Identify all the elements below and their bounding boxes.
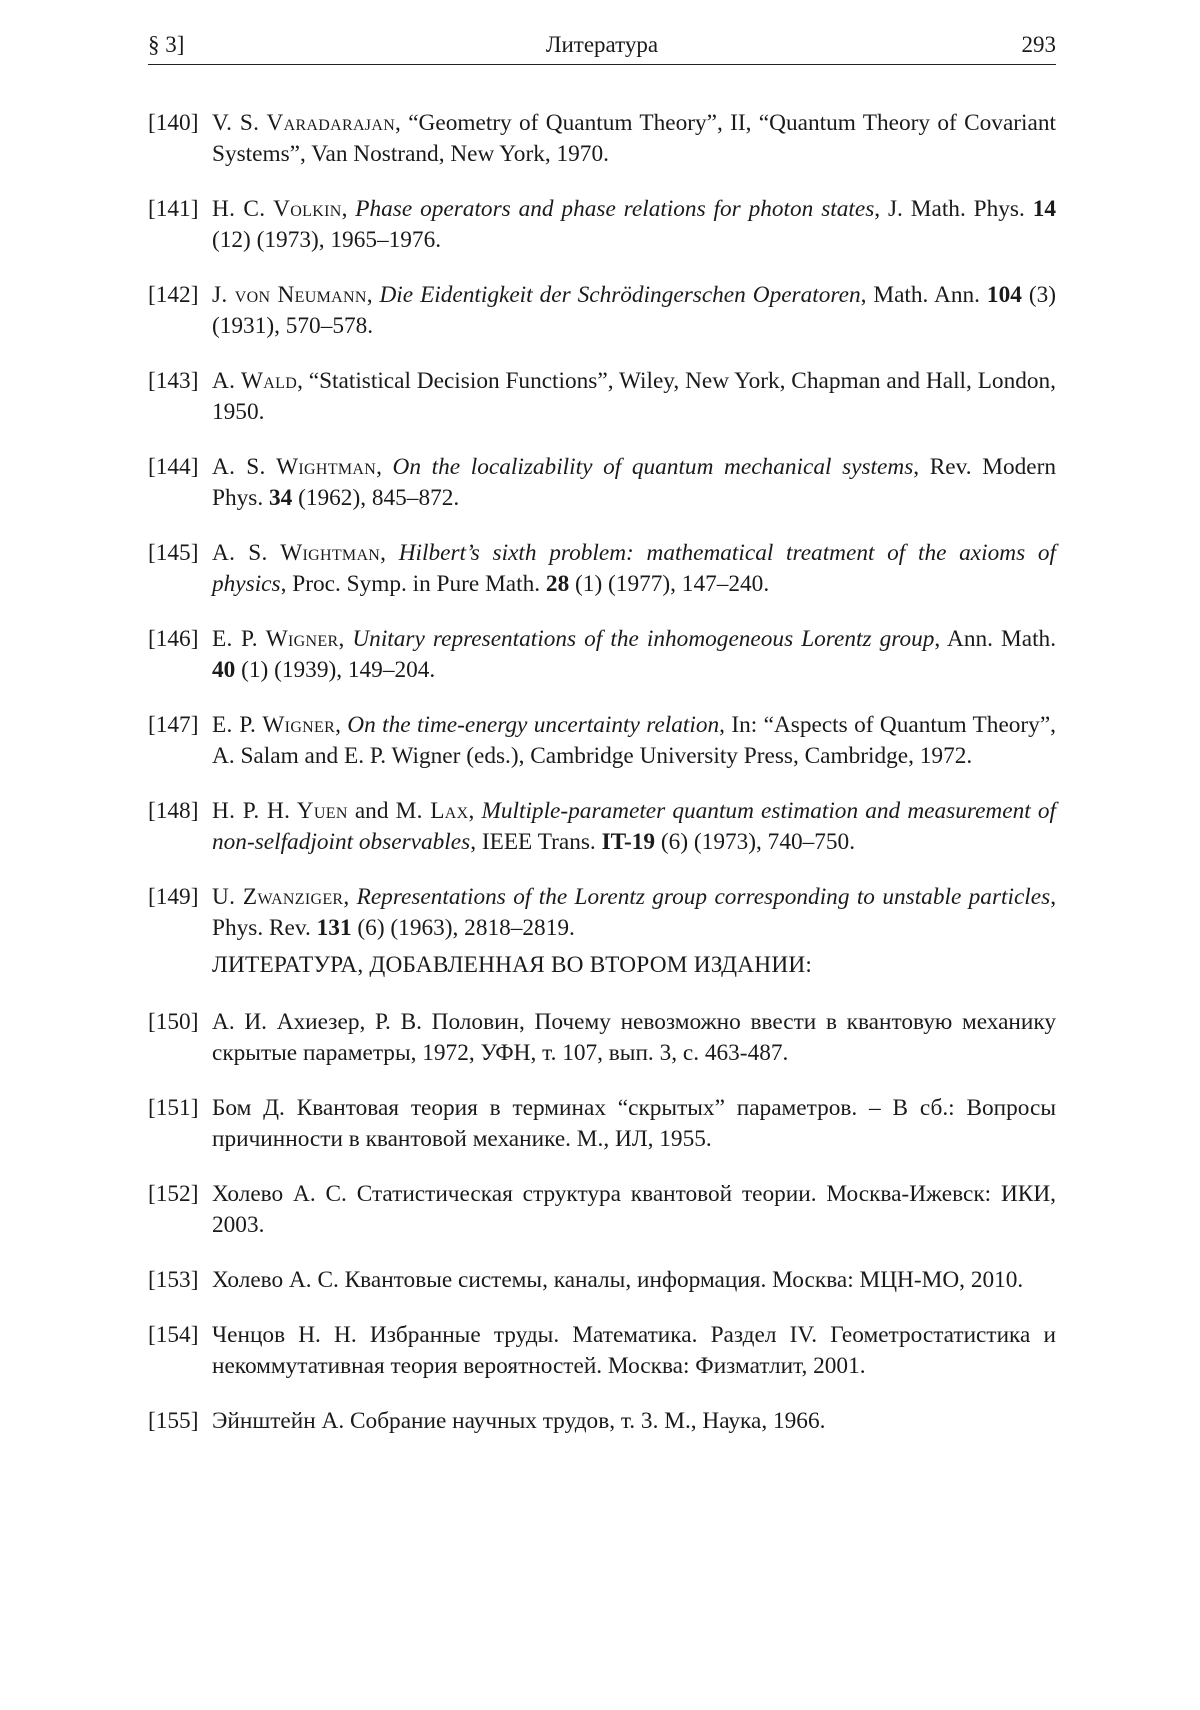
- reference-text: [212, 626, 1056, 683]
- reference-group-original: [148, 108, 1056, 944]
- reference-text: [212, 1322, 1056, 1379]
- reference-item: [148, 796, 1056, 858]
- reference-item: [148, 280, 1056, 342]
- reference-item: [148, 624, 1056, 686]
- reference-number: [149]: [148, 884, 199, 910]
- reference-number: [151]: [148, 1095, 199, 1121]
- author-name: H. C. Volkin: [212, 196, 342, 222]
- author-name: U. Zwanziger: [212, 884, 344, 910]
- citation-text: Ченцов Н. Н. Избранные труды. Математика. Раздел IV. Геометростатистика и некоммутативная теория вероятностей. Москва: Физматлит, 2001.: [212, 1322, 1056, 1379]
- reference-number: [146]: [148, 626, 199, 652]
- work-title: Phase operators and phase relations for photon states: [355, 196, 875, 222]
- author-name: J. von Neumann: [212, 282, 367, 308]
- header-title: Литература: [545, 32, 659, 57]
- reference-text: [212, 712, 1056, 769]
- citation-text: , Rev. Modern Phys.: [212, 454, 1056, 511]
- author-name: Varadarajan: [266, 110, 396, 136]
- page-number: 293: [1021, 32, 1056, 57]
- work-title: Die Eidentigkeit der Schrödingerschen Operatoren: [379, 282, 861, 308]
- citation-text: Бом Д. Квантовая теория в терминах “скрытых” параметров. – В сб.: Вопросы причинности в квантовой механике. М., ИЛ, 1955.: [212, 1095, 1056, 1152]
- citation-text: , Proc. Symp. in Pure Math.: [280, 571, 546, 597]
- section-heading: ЛИТЕРАТУРА, ДОБАВЛЕННАЯ ВО ВТОРОМ ИЗДАНИИ:: [212, 952, 813, 978]
- volume-number: 104: [986, 282, 1022, 308]
- reference-number: [148]: [148, 798, 199, 824]
- author-name: E. P. Wigner: [212, 712, 336, 738]
- volume-number: 14: [1032, 196, 1056, 222]
- citation-text: Холево А. С. Статистическая структура квантовой теории. Москва-Ижевск: ИКИ, 2003.: [212, 1181, 1056, 1238]
- reference-text: [212, 1181, 1056, 1238]
- reference-item: [148, 452, 1056, 514]
- reference-text: [212, 196, 1056, 253]
- reference-item: [148, 1320, 1056, 1382]
- work-title: Unitary representations of the inhomogeneous Lorentz group: [352, 626, 935, 652]
- reference-text: [212, 1095, 1056, 1152]
- reference-item: [148, 1007, 1056, 1069]
- reference-number: [141]: [148, 196, 199, 222]
- citation-text: and: [347, 798, 396, 824]
- reference-item: [148, 1265, 1056, 1296]
- reference-text: [212, 368, 1056, 425]
- reference-item: [148, 1179, 1056, 1241]
- reference-item: [148, 108, 1056, 170]
- running-header: [148, 28, 1056, 65]
- citation-text: Эйнштейн А. Собрание научных трудов, т. 3. М., Наука, 1966.: [212, 1408, 826, 1434]
- citation-text: (1) (1939), 149–204.: [235, 657, 436, 683]
- work-title: Representations of the Lorentz group corresponding to unstable particles: [356, 884, 1051, 910]
- citation-text: А. И. Ахиезер, Р. В. Половин, Почему невозможно ввести в квантовую механику скрытые параметры, 1972, УФН, т. 107, вып. 3, с. 463-487.: [212, 1009, 1056, 1066]
- reference-item: [148, 1093, 1056, 1155]
- citation-text: Холево А. С. Квантовые системы, каналы, информация. Москва: МЦН-МО, 2010.: [212, 1267, 1024, 1293]
- reference-item: [148, 194, 1056, 256]
- reference-text: [212, 1408, 825, 1434]
- reference-number: [153]: [148, 1267, 199, 1293]
- citation-text: , “Statistical Decision Functions”, Wiley, New York, Chapman and Hall, London, 1950.: [212, 368, 1056, 425]
- citation-text: ,: [343, 884, 357, 910]
- reference-number: [142]: [148, 282, 199, 308]
- citation-text: (12) (1973), 1965–1976.: [212, 227, 442, 253]
- reference-number: [152]: [148, 1181, 199, 1207]
- reference-text: [212, 1267, 1023, 1293]
- work-title: Hilbert’s sixth problem: mathematical treatment of the axioms of physics: [212, 540, 1056, 597]
- reference-number: [154]: [148, 1322, 199, 1348]
- citation-text: ,: [468, 798, 482, 824]
- reference-text: [212, 540, 1056, 597]
- reference-number: [145]: [148, 540, 199, 566]
- citation-text: ,: [366, 282, 380, 308]
- reference-text: [212, 798, 1056, 855]
- reference-text: [212, 282, 1056, 339]
- reference-group-added: [148, 1007, 1056, 1437]
- citation-text: , IEEE Trans.: [470, 829, 602, 855]
- citation-text: , Math. Ann.: [860, 282, 987, 308]
- author-name: A. S. Wightman: [212, 540, 381, 566]
- author-name: H. P. H. Yuen: [212, 798, 348, 824]
- citation-text: (1962), 845–872.: [292, 485, 460, 511]
- volume-number: 40: [212, 657, 236, 683]
- citation-text: , Ann. Math.: [934, 626, 1057, 652]
- reference-number: [147]: [148, 712, 199, 738]
- citation-text: ,: [376, 454, 393, 480]
- author-name: E. P. Wigner: [212, 626, 339, 652]
- reference-number: [144]: [148, 454, 199, 480]
- author-name: V. S.: [212, 110, 267, 136]
- reference-text: [212, 1009, 1056, 1066]
- volume-number: 28: [545, 571, 570, 597]
- reference-list: [148, 108, 1056, 1461]
- reference-number: [150]: [148, 1009, 199, 1035]
- reference-number: [155]: [148, 1408, 199, 1434]
- reference-item: [148, 710, 1056, 772]
- citation-text: ,: [335, 712, 348, 738]
- reference-item: [148, 538, 1056, 600]
- volume-number: 34: [268, 485, 293, 511]
- work-title: On the localizability of quantum mechanical systems: [392, 454, 914, 480]
- citation-text: ,: [341, 196, 356, 222]
- reference-text: [212, 884, 1056, 941]
- header-section: § 3]: [148, 32, 185, 57]
- work-title: Multiple-parameter quantum estimation and measurement of non-selfadjoint observables: [212, 798, 1056, 855]
- reference-text: [212, 454, 1056, 511]
- work-title: On the time-energy uncertainty relation: [347, 712, 720, 738]
- reference-text: [212, 110, 1056, 167]
- citation-text: ,: [380, 540, 399, 566]
- volume-number: 131: [316, 915, 352, 941]
- citation-text: (6) (1973), 740–750.: [655, 829, 856, 855]
- citation-text: (6) (1963), 2818–2819.: [351, 915, 575, 941]
- reference-item: [148, 882, 1056, 944]
- citation-text: (1) (1977), 147–240.: [569, 571, 770, 597]
- reference-number: [143]: [148, 368, 199, 394]
- author-name: A. S. Wightman: [212, 454, 377, 480]
- citation-text: (3) (1931), 570–578.: [212, 282, 1056, 339]
- citation-text: , J. Math. Phys.: [874, 196, 1033, 222]
- volume-number: IT-19: [601, 829, 656, 855]
- citation-text: , “Geometry of Quantum Theory”, II, “Quantum Theory of Covariant Systems”, Van Nostrand, New York, 1970.: [212, 110, 1056, 167]
- citation-text: ,: [338, 626, 353, 652]
- citation-text: , In: “Aspects of Quantum Theory”, A. Salam and E. P. Wigner (eds.), Cambridge University Press, Cambridge, 1972.: [212, 712, 1057, 769]
- author-name: M. Lax: [395, 798, 469, 824]
- citation-text: , Phys. Rev.: [212, 884, 1057, 941]
- reference-item: [148, 366, 1056, 428]
- reference-item: [148, 1406, 1056, 1437]
- author-name: A. Wald: [212, 368, 298, 394]
- reference-number: [140]: [148, 110, 199, 136]
